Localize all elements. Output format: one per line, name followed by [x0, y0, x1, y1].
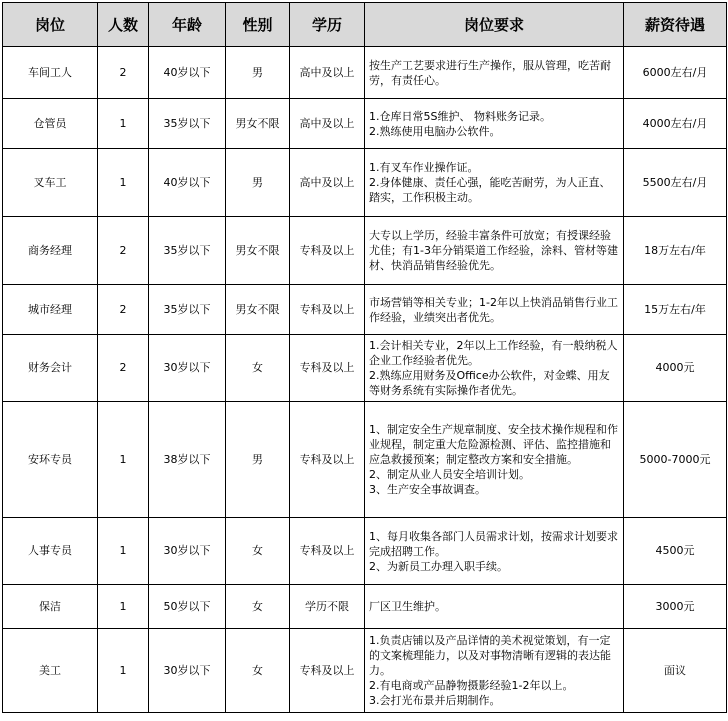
cell-position: 车间工人	[3, 47, 98, 99]
cell-salary: 5500左右/月	[624, 149, 727, 217]
cell-count: 2	[98, 335, 149, 402]
requirement-line: 2.熟练应用财务及Office办公软件，对金蝶、用友等财务系统有实际操作者优先。	[369, 369, 610, 397]
cell-salary: 3000元	[624, 585, 727, 629]
cell-gender: 男女不限	[226, 285, 290, 335]
cell-position: 保洁	[3, 585, 98, 629]
cell-age: 40岁以下	[149, 149, 226, 217]
requirement-line: 3、生产安全事故调查。	[369, 483, 486, 496]
cell-gender: 男女不限	[226, 99, 290, 149]
cell-count: 1	[98, 402, 149, 518]
cell-education: 专科及以上	[290, 217, 365, 285]
requirement-line: 2、为新员工办理入职手续。	[369, 559, 508, 573]
cell-requirements	[365, 47, 624, 99]
cell-count: 1	[98, 629, 149, 713]
table-row	[3, 149, 727, 217]
cell-salary: 18万左右/年	[624, 217, 727, 285]
cell-gender: 男	[226, 47, 290, 99]
requirement-line: 1.仓库日常5S维护、 物料账务记录。	[369, 109, 551, 123]
cell-requirements	[365, 518, 624, 585]
cell-position: 叉车工	[3, 149, 98, 217]
cell-requirements	[365, 335, 624, 402]
cell-salary: 6000左右/月	[624, 47, 727, 99]
cell-position: 美工	[3, 629, 98, 713]
table-row	[3, 629, 727, 713]
cell-count: 2	[98, 47, 149, 99]
cell-education: 高中及以上	[290, 47, 365, 99]
requirement-line: 2.熟练使用电脑办公软件。	[369, 124, 501, 138]
cell-salary: 4000元	[624, 335, 727, 402]
cell-salary: 15万左右/年	[624, 285, 727, 335]
table-row	[3, 335, 727, 402]
cell-salary: 4500元	[624, 518, 727, 585]
header-count: 人数	[98, 3, 149, 47]
cell-position: 仓管员	[3, 99, 98, 149]
cell-count: 2	[98, 217, 149, 285]
cell-position: 财务会计	[3, 335, 98, 402]
cell-age: 50岁以下	[149, 585, 226, 629]
cell-age: 30岁以下	[149, 518, 226, 585]
cell-position: 城市经理	[3, 285, 98, 335]
table-row	[3, 402, 727, 518]
cell-gender: 男	[226, 149, 290, 217]
table-row	[3, 217, 727, 285]
requirement-line: 1.有叉车作业操作证。	[369, 161, 479, 174]
job-table	[2, 2, 727, 713]
cell-education: 学历不限	[290, 585, 365, 629]
cell-salary: 4000左右/月	[624, 99, 727, 149]
job-rows	[3, 47, 727, 713]
table-row	[3, 518, 727, 585]
table-row	[3, 47, 727, 99]
cell-education: 高中及以上	[290, 149, 365, 217]
cell-education: 专科及以上	[290, 335, 365, 402]
header-age: 年龄	[149, 3, 226, 47]
requirement-line: 按生产工艺要求进行生产操作，服从管理，吃苦耐劳，有责任心。	[369, 58, 611, 87]
cell-count: 2	[98, 285, 149, 335]
table-header-row	[3, 3, 727, 47]
requirement-line: 大专以上学历，经验丰富条件可放宽；有授课经验尤佳；有1-3年分销渠道工作经验，涂料、管材等建材、快消品销售经验优先。	[369, 229, 618, 272]
cell-age: 30岁以下	[149, 629, 226, 713]
cell-gender: 女	[226, 518, 290, 585]
cell-position: 商务经理	[3, 217, 98, 285]
cell-age: 35岁以下	[149, 99, 226, 149]
cell-gender: 女	[226, 335, 290, 402]
cell-gender: 男	[226, 402, 290, 518]
cell-requirements	[365, 402, 624, 518]
table-row	[3, 585, 727, 629]
cell-salary: 面议	[624, 629, 727, 713]
cell-age: 38岁以下	[149, 402, 226, 518]
requirement-line: 1、制定安全生产规章制度、安全技术操作规程和作业规程，制定重大危险源检测、评估、监控措施和应急救援预案；制定整改方案和安全措施。	[369, 423, 618, 466]
header-education: 学历	[290, 3, 365, 47]
cell-education: 专科及以上	[290, 518, 365, 585]
cell-requirements	[365, 149, 624, 217]
cell-position: 人事专员	[3, 518, 98, 585]
header-position: 岗位	[3, 3, 98, 47]
cell-count: 1	[98, 518, 149, 585]
cell-gender: 男女不限	[226, 217, 290, 285]
table-row	[3, 285, 727, 335]
cell-education: 高中及以上	[290, 99, 365, 149]
cell-education: 专科及以上	[290, 402, 365, 518]
requirement-line: 1、每月收集各部门人员需求计划，按需求计划要求完成招聘工作。	[369, 529, 618, 558]
requirement-line: 1.负责店铺以及产品详情的美术视觉策划，有一定的文案梳理能力，以及对事物清晰有逻辑的表达能力。	[369, 634, 611, 677]
requirement-line: 2.有电商或产品静物摄影经验1-2年以上。	[369, 679, 574, 692]
cell-education: 专科及以上	[290, 285, 365, 335]
cell-requirements	[365, 629, 624, 713]
cell-age: 35岁以下	[149, 285, 226, 335]
table-row	[3, 99, 727, 149]
cell-requirements	[365, 285, 624, 335]
cell-education: 专科及以上	[290, 629, 365, 713]
requirement-line: 市场营销等相关专业；1-2年以上快消品销售行业工作经验，业绩突出者优先。	[369, 295, 618, 324]
cell-count: 1	[98, 585, 149, 629]
header-salary: 薪资待遇	[624, 3, 727, 47]
requirement-line: 2、制定从业人员安全培训计划。	[369, 468, 530, 481]
requirement-line: 1.会计相关专业，2年以上工作经验，有一般纳税人企业工作经验者优先。	[369, 339, 618, 367]
header-requirements: 岗位要求	[365, 3, 624, 47]
requirement-line: 3.会打光布景并后期制作。	[369, 694, 501, 707]
cell-position: 安环专员	[3, 402, 98, 518]
cell-age: 30岁以下	[149, 335, 226, 402]
cell-requirements	[365, 217, 624, 285]
cell-gender: 女	[226, 629, 290, 713]
requirement-line: 厂区卫生维护。	[369, 600, 446, 613]
cell-requirements	[365, 99, 624, 149]
cell-salary: 5000-7000元	[624, 402, 727, 518]
cell-gender: 女	[226, 585, 290, 629]
cell-age: 40岁以下	[149, 47, 226, 99]
header-gender: 性别	[226, 3, 290, 47]
cell-count: 1	[98, 99, 149, 149]
cell-count: 1	[98, 149, 149, 217]
requirement-line: 2.身体健康、责任心强，能吃苦耐劳，为人正直、踏实，工作积极主动。	[369, 176, 611, 204]
cell-age: 35岁以下	[149, 217, 226, 285]
cell-requirements	[365, 585, 624, 629]
